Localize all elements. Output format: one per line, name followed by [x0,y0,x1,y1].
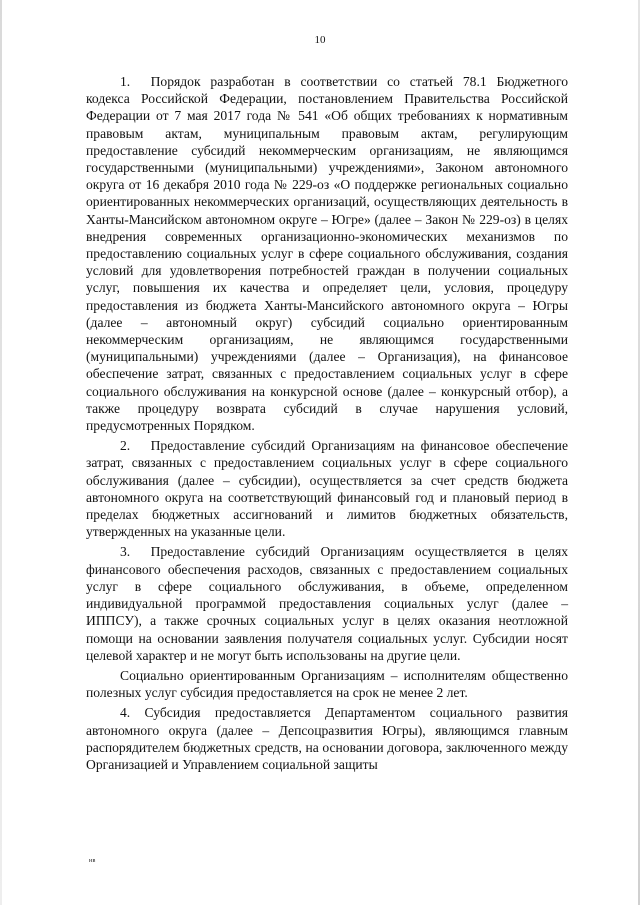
paragraph-4 [86,704,568,773]
paragraph-3-continuation-text: Социально ориентированным Организациям – исполнителям общественно полезных услуг субсидия предоставляется на срок не менее 2 лет. [86,667,568,701]
paragraph-4-label: 4. [120,705,131,721]
document-body [86,73,568,773]
paragraph-1 [86,73,568,434]
paragraph-3-text: Предоставление субсидий Организациям осуществляется в целях финансового обеспечения расходов, связанных с предоставлением социальных услуг в сфере социального обслуживания, в объеме, определенном индивидуальной программой предоставления социальных услуг (далее – ИППСУ), а также срочных социальных услуг в целях оказания неотложной помощи на основании заявления получателя социальных услуг. Субсидии носят целевой характер и не могут быть использованы на другие цели. [86,544,568,663]
paragraph-4-text: Субсидия предоставляется Департаментом социального развития автономного округа (далее – Депсоцразвития Югры), являющимся главным распорядителем бюджетных средств, на основании договора, заключенного между Организацией и Управлением социальной защиты [86,705,569,772]
paragraph-1-text: Порядок разработан в соответствии со статьей 78.1 Бюджетного кодекса Российской Федерации, постановлением Правительства Российской Федерации от 7 мая 2017 года № 541 «Об общих требованиях к нормативным правовым актам, муниципальным правовым актам, регулирующим предоставление субсидий некоммерческим организациям, не являющимся государственными (муниципальными) учреждениями», Законом автономного округа от 16 декабря 2010 года № 229-оз «О поддержке региональных социально ориентированных некоммерческих организаций, осуществляющих деятельность в Ханты-Мансийском автономном округе – Югре» (далее – Закон № 229-оз) в целях внедрения современных организационно-экономических механизмов по предоставлению социальных услуг в сфере социального обслуживания, создания условий для удовлетворения потребностей граждан в получении социальных услуг, повышения их качества и определяет цели, условия, процедуру предоставления из бюджета Ханты-Мансийского автономного округа – Югры (далее – автономный округ) субсидий социально ориентированным некоммерческим организациям, не являющимся государственными (муниципальными) учреждениями (далее – Организация), на финансовое обеспечение затрат, связанных с предоставлением социальных услуг в сфере социального обслуживания на конкурсной основе (далее – конкурсный отбор), а также процедуру возврата субсидий в случае нарушения условий, предусмотренных Порядком. [86,74,568,434]
paragraph-2 [86,437,568,540]
paragraph-2-text: Предоставление субсидий Организациям на финансовое обеспечение затрат, связанных с предоставлением социальных услуг в сфере социального обслуживания (далее – субсидии), осуществляется за счет средств бюджета автономного округа на соответствующий финансовый год и плановый период в пределах бюджетных ассигнований и лимитов бюджетных обязательств, утвержденных на указанные цели. [86,438,568,540]
scan-left-edge [0,0,2,905]
paragraph-3 [86,543,568,663]
paragraph-1-label: 1. [120,74,131,89]
paragraph-3-label: 3. [120,544,131,560]
paragraph-2-label: 2. [120,438,131,454]
footer-initials: нв [89,858,96,864]
paragraph-3-continuation [86,667,568,701]
page-number: 10 [314,34,326,46]
